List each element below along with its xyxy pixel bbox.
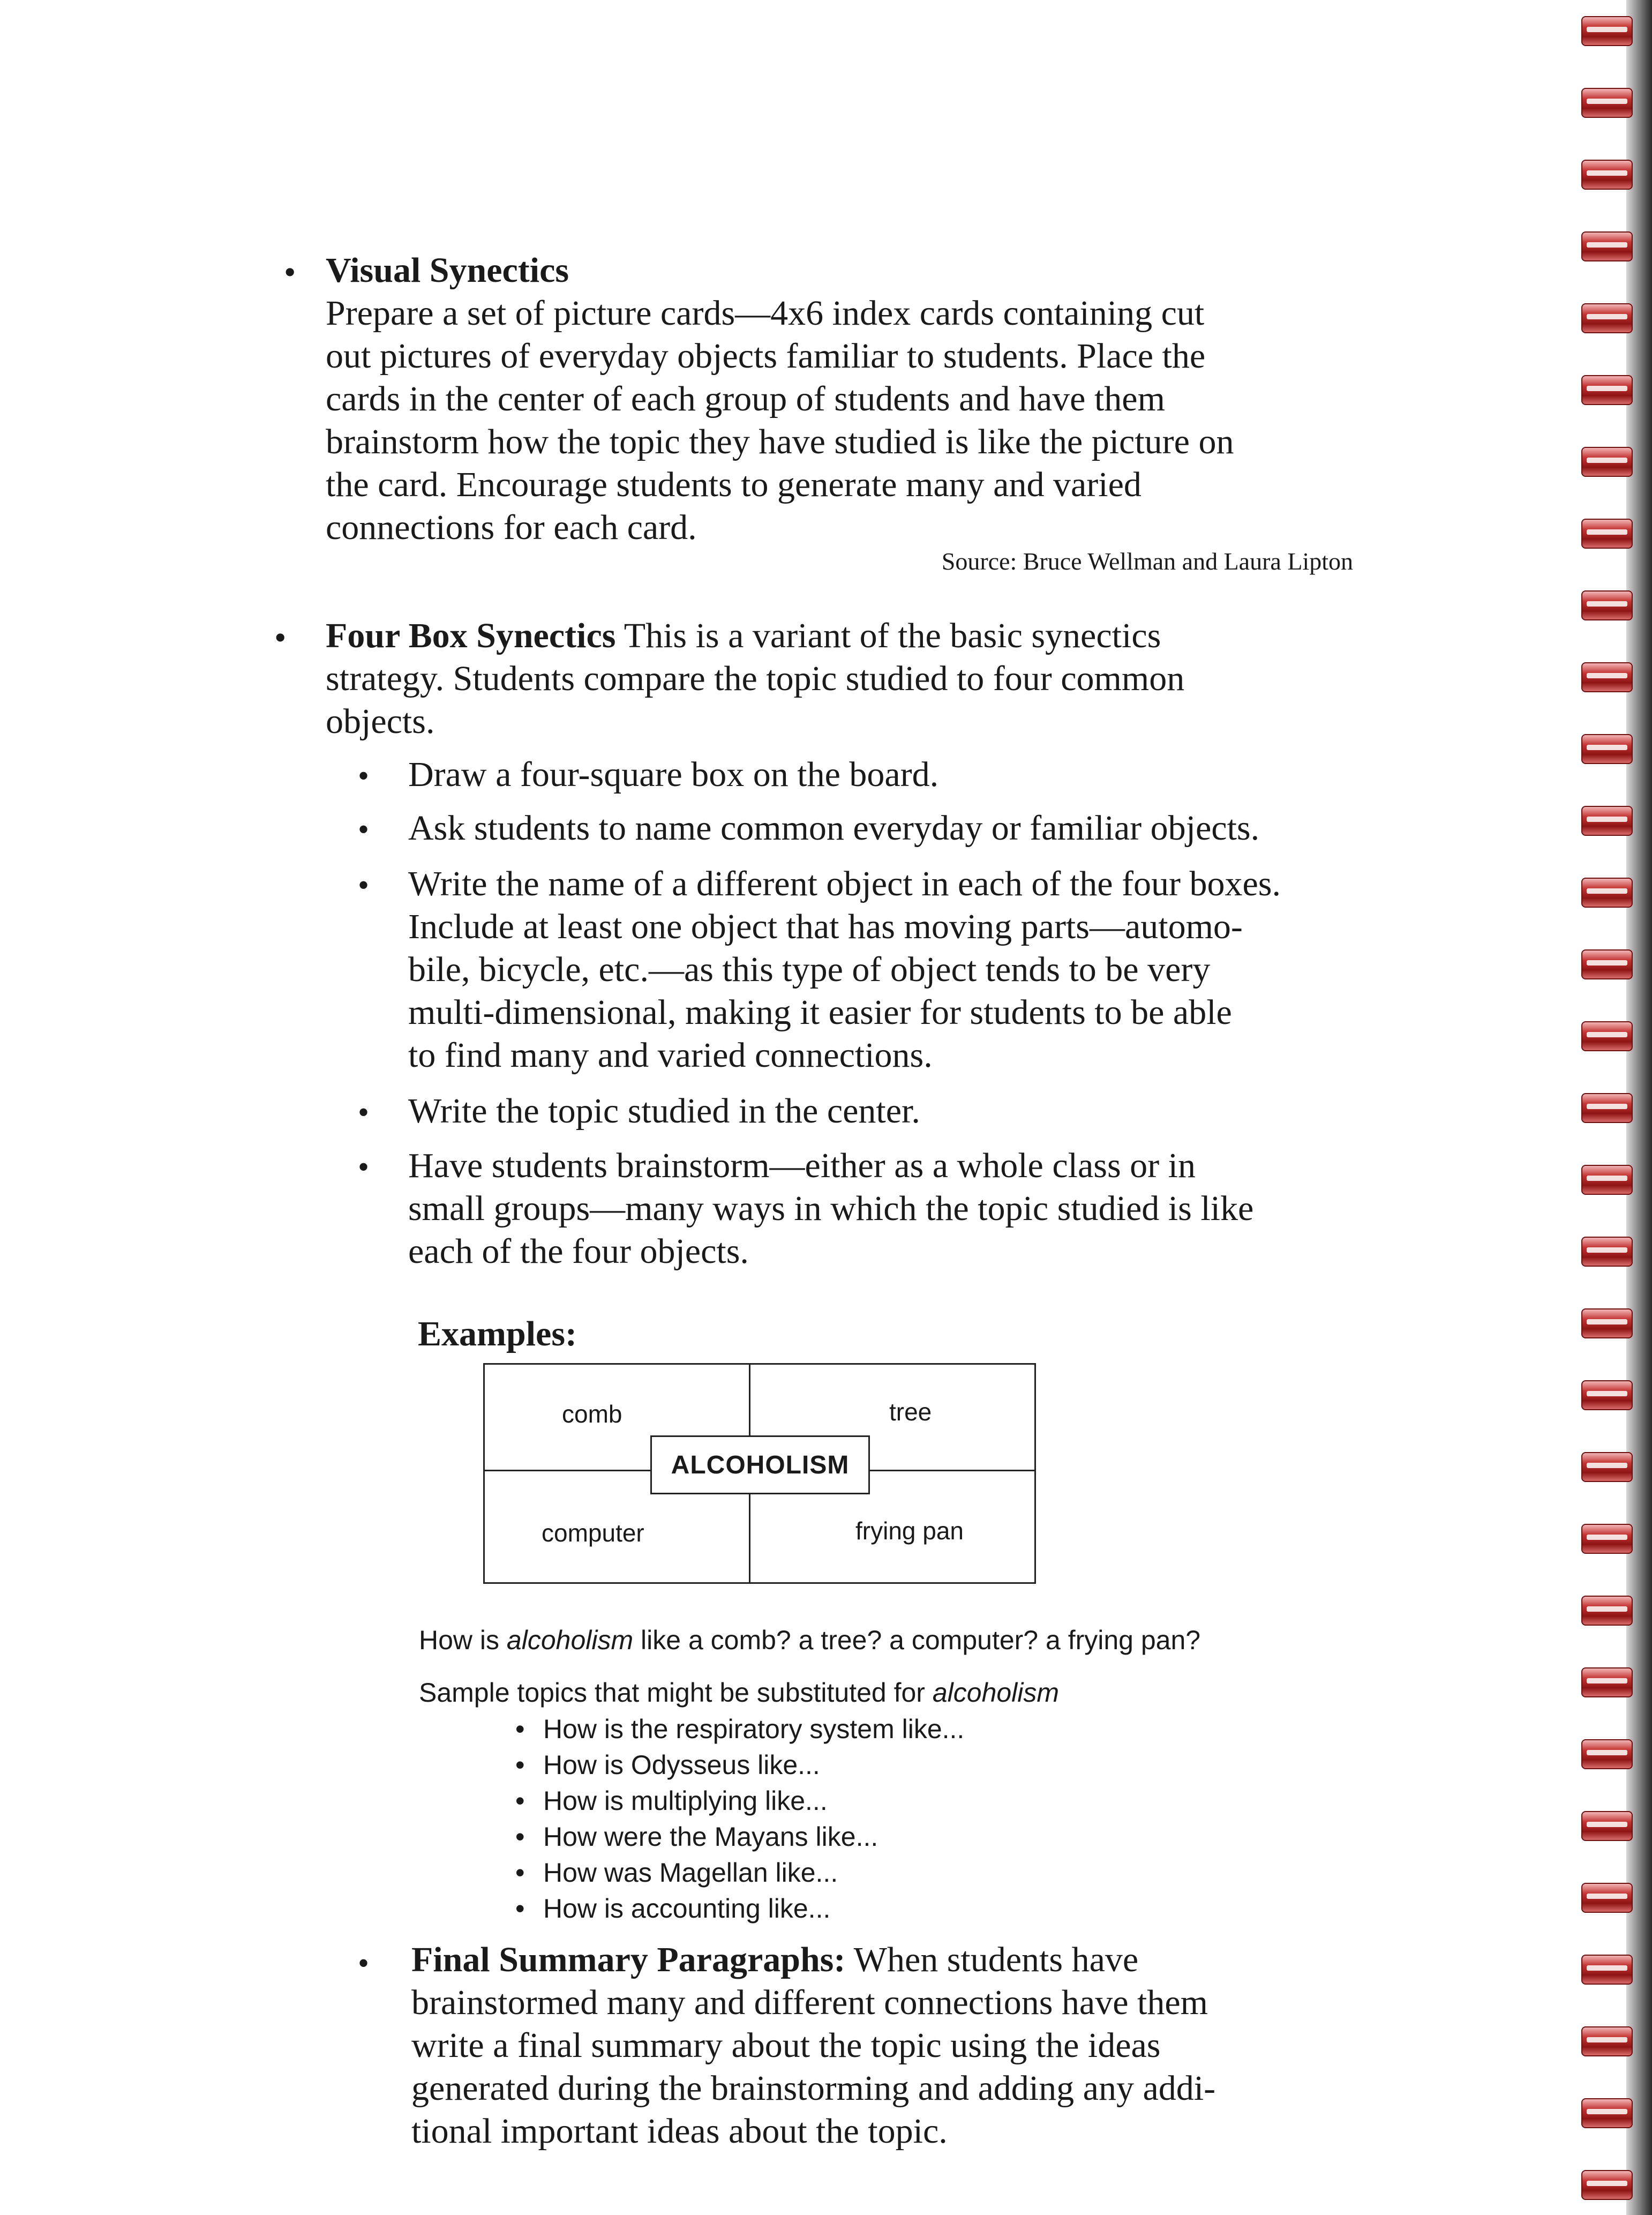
binding-coil	[1581, 1093, 1633, 1123]
binding-coil	[1581, 88, 1633, 118]
diagram-bottom-right-label: frying pan	[855, 1517, 964, 1545]
sample-intro-text: Sample topics that might be substituted for	[419, 1678, 933, 1708]
binding-coil	[1581, 662, 1633, 692]
source-citation: Source: Bruce Wellman and Laura Lipton	[941, 548, 1353, 575]
binding-coil	[1581, 1883, 1633, 1913]
examples-title: Examples:	[418, 1314, 577, 1353]
binding-coil	[1581, 1955, 1633, 1985]
binding-coil	[1581, 16, 1633, 46]
text-line: brainstorm how the topic they have studied is like the picture on	[326, 422, 1234, 461]
step-item	[408, 807, 1356, 850]
binding-coil	[1581, 519, 1633, 549]
final-summary-text	[411, 1939, 1360, 2153]
text-line: Draw a four-square box on the board.	[408, 755, 939, 794]
spiral-binding	[1575, 0, 1652, 2215]
binding-coil	[1581, 949, 1633, 979]
question-pre: How is	[419, 1625, 507, 1655]
text-line: write a final summary about the topic using the ideas	[411, 2026, 1161, 2065]
binding-coil	[1581, 2026, 1633, 2056]
diagram-center-topic: ALCOHOLISM	[650, 1435, 870, 1494]
four-box-diagram	[483, 1363, 1036, 1584]
binding-coil	[1581, 1811, 1633, 1841]
four-box-intro-line	[326, 615, 1354, 657]
text-line: brainstormed many and different connections have them	[411, 1983, 1208, 2022]
list-item: • How was Magellan like...	[515, 1855, 1319, 1891]
text-line: cards in the center of each group of students and have them	[326, 379, 1165, 418]
text-line: small groups—many ways in which the topic studied is like	[408, 1189, 1254, 1228]
binding-coil	[1581, 734, 1633, 764]
text-line: Prepare a set of picture cards—4x6 index cards containing cut	[326, 294, 1205, 333]
list-item: • How is multiplying like...	[515, 1783, 1319, 1819]
visual-synectics-text	[326, 249, 1354, 549]
bullet-marker: •	[284, 253, 296, 291]
binding-coil	[1581, 1021, 1633, 1051]
binding-coil	[1581, 2170, 1633, 2200]
final-summary-intro-rest: When students have	[845, 1940, 1139, 1979]
text-line: Write the topic studied in the center.	[408, 1091, 920, 1131]
text-line: Write the name of a different object in each of the four boxes.	[408, 864, 1281, 903]
step-item	[408, 753, 1356, 796]
text-line: generated during the brainstorming and adding any addi-	[411, 2069, 1216, 2108]
list-item: • How is accounting like...	[515, 1891, 1319, 1927]
binding-coil	[1581, 1524, 1633, 1554]
visual-synectics-heading: Visual Synectics	[326, 251, 569, 290]
diagram-bottom-left-label: computer	[542, 1519, 644, 1547]
text-line: Include at least one object that has moving parts—automo-	[408, 907, 1243, 946]
list-item: • How is the respiratory system like...	[515, 1711, 1319, 1747]
sample-topics-list	[515, 1711, 1319, 1927]
step-item	[408, 1144, 1356, 1273]
binding-coil	[1581, 1667, 1633, 1697]
list-item: • How were the Mayans like...	[515, 1819, 1319, 1855]
four-box-text	[326, 615, 1354, 743]
final-summary-heading: Final Summary Paragraphs:	[411, 1940, 846, 1979]
text-line: bile, bicycle, etc.—as this type of object tends to be very	[408, 950, 1211, 989]
final-summary-intro-line	[411, 1939, 1360, 1981]
text-line: Ask students to name common everyday or familiar objects.	[408, 809, 1260, 848]
four-box-intro-rest: This is a variant of the basic synectics	[615, 616, 1161, 655]
bullet-marker: •	[358, 758, 370, 794]
binding-coil	[1581, 806, 1633, 836]
bullet-marker: •	[358, 812, 370, 847]
binding-coil	[1581, 1596, 1633, 1626]
binding-coil	[1581, 375, 1633, 405]
list-item: • How is Odysseus like...	[515, 1747, 1319, 1783]
step-item	[408, 863, 1356, 1077]
question-post: like a comb? a tree? a computer? a frying pan?	[633, 1625, 1201, 1655]
text-line: the card. Encourage students to generate many and varied	[326, 465, 1142, 504]
binding-coil	[1581, 878, 1633, 908]
sample-topics-intro	[419, 1676, 1383, 1709]
bullet-marker: •	[274, 618, 287, 656]
bullet-marker: •	[358, 1149, 370, 1185]
diagram-top-right-label: tree	[889, 1398, 932, 1426]
bullet-marker: •	[358, 1095, 370, 1130]
binding-coil	[1581, 590, 1633, 620]
four-box-heading: Four Box Synectics	[326, 616, 616, 655]
text-line: tional important ideas about the topic.	[411, 2112, 948, 2151]
binding-coil	[1581, 1165, 1633, 1195]
text-line: each of the four objects.	[408, 1232, 749, 1271]
binding-coil	[1581, 447, 1633, 477]
text-line: connections for each card.	[326, 508, 697, 547]
text-line: multi-dimensional, making it easier for students to be able	[408, 993, 1232, 1032]
binding-coil	[1581, 2098, 1633, 2128]
binding-coil	[1581, 1452, 1633, 1482]
text-line: to find many and varied connections.	[408, 1036, 933, 1075]
bullet-marker: •	[358, 1945, 370, 1981]
binding-coil	[1581, 303, 1633, 333]
bullet-marker: •	[358, 867, 370, 903]
binding-coil	[1581, 1237, 1633, 1267]
text-line: out pictures of everyday objects familiar to students. Place the	[326, 336, 1206, 376]
binding-coil	[1581, 1308, 1633, 1338]
binding-coil	[1581, 160, 1633, 190]
binding-coil	[1581, 1739, 1633, 1769]
binding-coil	[1581, 231, 1633, 261]
text-line: strategy. Students compare the topic studied to four common	[326, 659, 1185, 698]
sample-intro-topic: alcoholism	[932, 1678, 1060, 1708]
text-line: Have students brainstorm—either as a whole class or in	[408, 1146, 1196, 1185]
text-line: objects.	[326, 702, 435, 741]
step-item	[408, 1090, 1356, 1133]
example-question	[419, 1623, 1383, 1657]
diagram-top-left-label: comb	[562, 1400, 622, 1428]
binding-coil	[1581, 1380, 1633, 1410]
question-topic: alcoholism	[506, 1625, 634, 1655]
